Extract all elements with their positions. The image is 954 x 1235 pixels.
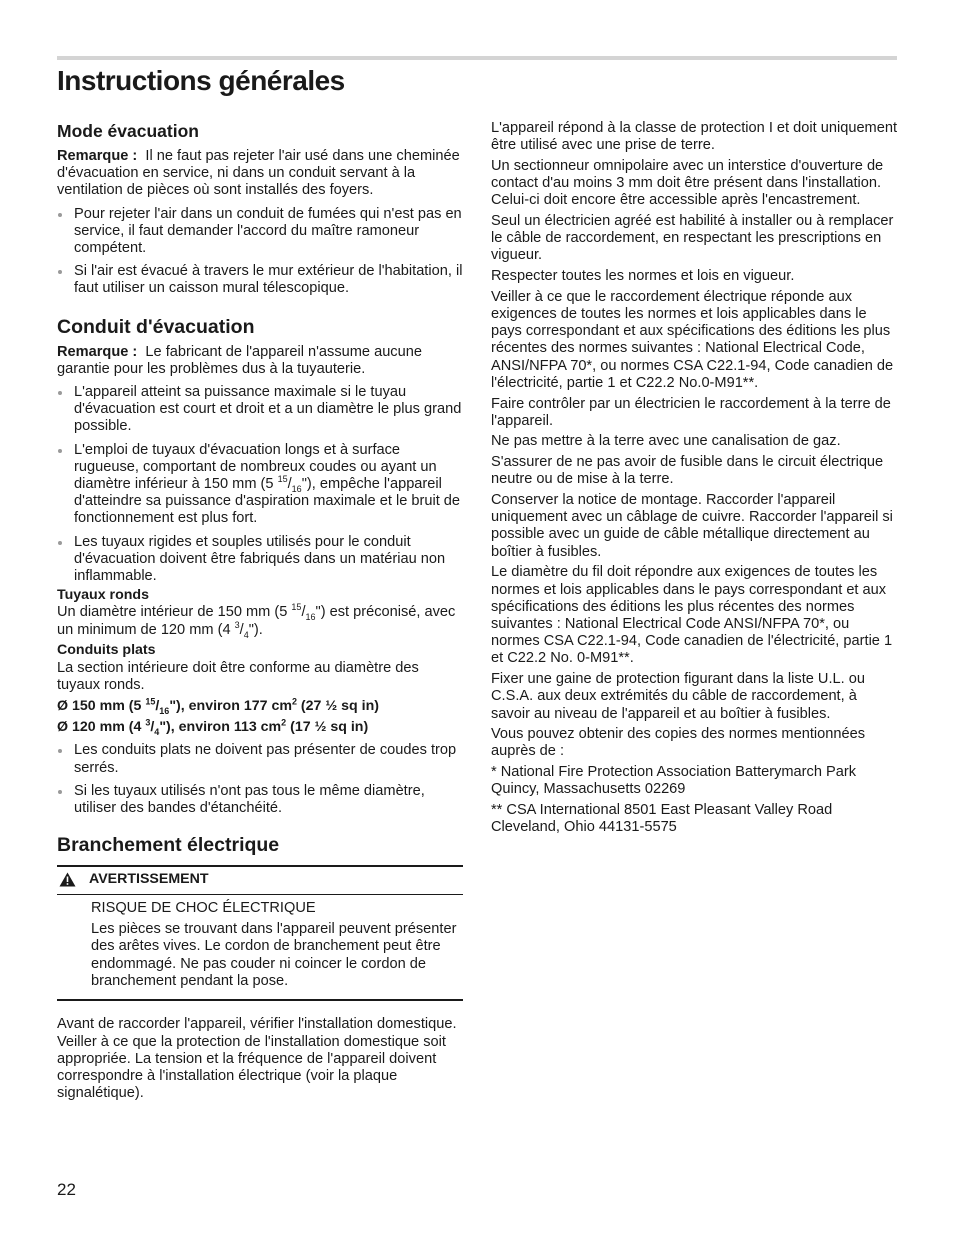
right-paragraph: Vous pouvez obtenir des copies des normes mentionnées auprès de : bbox=[491, 726, 865, 760]
warning-header bbox=[57, 867, 463, 895]
right-paragraph: Veiller à ce que le raccordement électrique réponde aux exigences de toutes les normes et lois applicables dans le pays correspondant et aux spécifications des éditions les plus récentes des normes suivantes : National Electrical Code, ANSI/NFPA 70*, ou normes CSA C22.1-94, Code canadien de l'électricité, partie 1 et C22.2 No.0-M91**. bbox=[491, 288, 894, 391]
right-paragraph: Conserver la notice de montage. Raccorder l'appareil uniquement avec un câblage de cuivre. Raccorder l'appareil si possible avec un guide de câble métallique directement au boîtier à fusibles. bbox=[491, 492, 893, 560]
heading-branchement: Branchement électrique bbox=[57, 834, 280, 857]
note-mode bbox=[57, 148, 463, 200]
list-item: L'emploi de tuyaux d'évacuation longs et à surface rugueuse, comportant de nombreux coudes ou ayant un diamètre inférieur à 150 mm (5 $^{15}/_{16}$"), empêche l'appareil d'atteindre sa puissance d'aspiration maximale et le bruit de fonctionnement est plus fort. bbox=[57, 442, 463, 528]
left-column bbox=[57, 120, 463, 1106]
warning-text: Les pièces se trouvant dans l'appareil peuvent présenter des arêtes vives. Le cordon de branchement peut être endommagé. Ne pas couder ni coincer le cordon de branchement pendant la pose. bbox=[91, 921, 457, 989]
conduit-bullet-list-2 bbox=[57, 742, 463, 817]
section-mode-evacuation bbox=[57, 120, 463, 298]
warning-label: AVERTISSEMENT bbox=[89, 871, 209, 888]
subheading-conduits-plats: Conduits plats bbox=[57, 642, 156, 659]
warning-box bbox=[57, 865, 463, 1001]
right-paragraph: Le diamètre du fil doit répondre aux exigences de toutes les normes et lois applicables dans le pays correspondant et aux spécifications des éditions les plus récentes des normes suivantes : National Electrical Code ANSI/NFPA 70*, ou normes CSA C22.1-94, Code canadien de l'électricité, partie 1 et C22.2 No. 0-M91**. bbox=[491, 564, 893, 667]
page-number: 22 bbox=[57, 1180, 76, 1199]
right-paragraph: Fixer une gaine de protection figurant dans la liste U.L. ou C.S.A. aux deux extrémités du câble de raccordement, à savoir au niveau de l'appareil et au boîtier à fusibles. bbox=[491, 671, 865, 722]
branchement-text: Avant de raccorder l'appareil, vérifier l'installation domestique. Veiller à ce que la protection de l'installation domestique soit appropriée. La tension et la fréquence de l'appareil doivent correspondre à l'installation électrique (voir la plaque signalétique). bbox=[57, 1016, 457, 1102]
heading-mode-evacuation: Mode évacuation bbox=[57, 121, 199, 141]
right-paragraph: Seul un électricien agréé est habilité à installer ou à remplacer le câble de raccordement, en respectant les prescriptions en vigueur. bbox=[491, 213, 894, 264]
note-text: Il ne faut pas rejeter l'air usé dans une cheminée d'évacuation en service, ni dans un conduit servant à la ventilation de pièces où sont installés des foyers. bbox=[57, 148, 460, 199]
spec-150mm: Ø 150 mm (5 $^{15}/_{16}$"), environ 177 $cm^2$ (27 ½ sq in) bbox=[57, 696, 379, 716]
list-item: Les conduits plats ne doivent pas présenter de coudes trop serrés. bbox=[57, 742, 463, 776]
spec-120mm: Ø 120 mm (4 $^3/_4$"), environ 113 $cm^2$ (17 ½ sq in) bbox=[57, 717, 369, 738]
list-item: L'appareil atteint sa puissance maximale si le tuyau d'évacuation est court et droit et a un diamètre le plus grand possible. bbox=[57, 384, 463, 436]
note-label: Remarque : bbox=[57, 343, 138, 360]
flat-text: La section intérieure doit être conforme au diamètre des tuyaux ronds. bbox=[57, 659, 419, 693]
note-label: Remarque : bbox=[57, 148, 138, 164]
mode-bullet-list bbox=[57, 206, 463, 298]
right-paragraph: S'assurer de ne pas avoir de fusible dans le circuit électrique neutre ou de mise à la terre. bbox=[491, 454, 884, 488]
section-branchement bbox=[57, 833, 463, 1102]
note-conduit bbox=[57, 344, 463, 378]
right-paragraph: ** CSA International 8501 East Pleasant Valley Road Cleveland, Ohio 44131-5575 bbox=[491, 802, 833, 836]
round-text: Un diamètre intérieur de 150 mm (5 $^{15}/_{16}$") est préconisé, avec un minimum de 120 mm (4 $^3/_4$"). bbox=[57, 602, 456, 640]
list-item: Si l'air est évacué à travers le mur extérieur de l'habitation, il faut utiliser un caisson mural télescopique. bbox=[57, 263, 463, 297]
conduit-bullet-list bbox=[57, 384, 463, 585]
right-paragraph: Ne pas mettre à la terre avec une canalisation de gaz. bbox=[491, 433, 841, 450]
section-conduit bbox=[57, 315, 463, 818]
list-item: Pour rejeter l'air dans un conduit de fumées qui n'est pas en service, il faut demander l'accord du maître ramoneur compétent. bbox=[57, 206, 463, 258]
subheading-tuyaux-ronds: Tuyaux ronds bbox=[57, 587, 149, 604]
right-paragraph: * National Fire Protection Association Batterymarch Park Quincy, Massachusetts 02269 bbox=[491, 764, 857, 798]
warning-title: RISQUE DE CHOC ÉLECTRIQUE bbox=[91, 900, 316, 917]
warning-triangle-icon bbox=[59, 872, 76, 887]
warning-body bbox=[57, 895, 463, 990]
right-paragraph: Respecter toutes les normes et lois en vigueur. bbox=[491, 268, 795, 285]
page-title: Instructions générales bbox=[57, 65, 345, 96]
right-paragraph: Faire contrôler par un électricien le raccordement à la terre de l'appareil. bbox=[491, 395, 891, 429]
right-paragraph: L'appareil répond à la classe de protection I et doit uniquement être utilisé avec une prise de terre. bbox=[491, 120, 898, 154]
right-paragraph: Un sectionneur omnipolaire avec un interstice d'ouverture de contact d'au moins 3 mm doit être présent dans l'installation. Celui-ci doit encore être accessible après l'encastrement. bbox=[491, 157, 884, 209]
heading-conduit: Conduit d'évacuation bbox=[57, 315, 255, 338]
top-rule bbox=[57, 56, 897, 60]
list-item: Si les tuyaux utilisés n'ont pas tous le même diamètre, utiliser des bandes d'étanchéité. bbox=[57, 783, 463, 817]
note-text: Le fabricant de l'appareil n'assume aucune garantie pour les problèmes dus à la tuyauterie. bbox=[57, 343, 422, 377]
list-item: Les tuyaux rigides et souples utilisés pour le conduit d'évacuation doivent être fabriqués dans un matériau non inflammable. bbox=[57, 534, 463, 586]
right-column bbox=[491, 120, 897, 840]
